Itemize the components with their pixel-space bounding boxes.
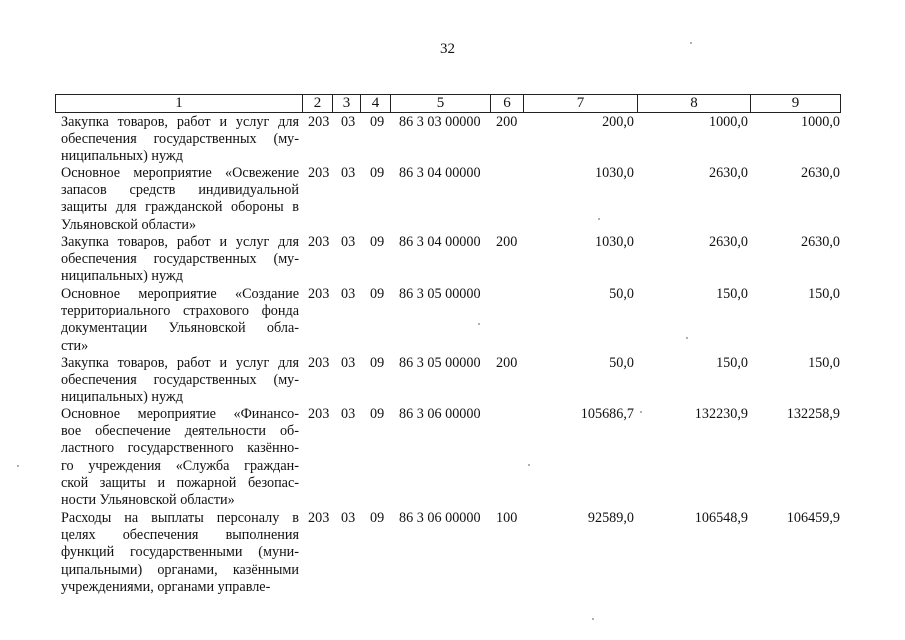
- expense-type-code: 200: [496, 114, 518, 130]
- target-article-code: 86 3 04 00000: [399, 234, 481, 250]
- amount-col-9: 2630,0: [800, 165, 840, 181]
- subsection-code: 03: [341, 406, 356, 422]
- amount-col-8: 2630,0: [708, 234, 748, 250]
- header-cell-7: 7: [524, 95, 638, 112]
- section-code: 203: [308, 234, 330, 250]
- subsection-code: 03: [341, 234, 356, 250]
- section-code: 203: [308, 355, 330, 371]
- header-cell-4: 4: [361, 95, 391, 112]
- amount-col-9: 150,0: [808, 286, 840, 302]
- description-line: Ульяновской области»: [61, 216, 197, 233]
- amount-col-8: 106548,9: [694, 510, 748, 526]
- amount-col-9: 132258,9: [786, 406, 840, 422]
- item-code: 09: [370, 114, 385, 130]
- description-line: Основное мероприятие «Создание: [61, 286, 299, 302]
- amount-col-7: 200,0: [602, 114, 634, 130]
- amount-col-8: 150,0: [716, 355, 748, 371]
- section-code: 203: [308, 510, 330, 526]
- header-cell-1: 1: [56, 95, 303, 112]
- expense-type-code: 100: [496, 510, 518, 526]
- description-line: ципальными) органами, казёнными: [61, 561, 299, 578]
- row-description: [61, 510, 299, 596]
- header-cell-5: 5: [391, 95, 491, 112]
- section-code: 203: [308, 406, 330, 422]
- amount-col-9: 106459,9: [786, 510, 840, 526]
- header-cell-2: 2: [303, 95, 333, 112]
- target-article-code: 86 3 06 00000: [399, 406, 481, 422]
- amount-col-7: 1030,0: [594, 234, 634, 250]
- description-line: обеспечения государственных (му-: [61, 251, 299, 268]
- amount-col-7: 50,0: [609, 286, 634, 302]
- description-line: целях обеспечения выполнения: [61, 527, 299, 544]
- amount-col-8: 2630,0: [708, 165, 748, 181]
- description-line: Основное мероприятие «Освежение: [61, 165, 299, 181]
- page-number: 32: [440, 41, 455, 57]
- item-code: 09: [370, 234, 385, 250]
- row-description: [61, 165, 299, 234]
- scan-speck: [598, 218, 600, 220]
- item-code: 09: [370, 510, 385, 526]
- amount-col-7: 50,0: [609, 355, 634, 371]
- description-line: Расходы на выплаты персоналу в: [61, 510, 299, 526]
- description-line: Закупка товаров, работ и услуг для: [61, 234, 299, 250]
- description-line: ниципальных) нужд: [61, 268, 183, 285]
- section-code: 203: [308, 114, 330, 130]
- description-line: Закупка товаров, работ и услуг для: [61, 114, 299, 130]
- description-line: учреждениями, органами управле-: [61, 578, 271, 595]
- amount-col-8: 1000,0: [708, 114, 748, 130]
- section-code: 203: [308, 286, 330, 302]
- subsection-code: 03: [341, 286, 356, 302]
- description-line: территориального страхового фонда: [61, 303, 299, 320]
- subsection-code: 03: [341, 114, 356, 130]
- scan-speck: [17, 465, 19, 467]
- scan-speck: [528, 464, 530, 466]
- header-cell-3: 3: [333, 95, 361, 112]
- row-description: [61, 234, 299, 286]
- scan-speck: [690, 42, 692, 44]
- header-cell-9: 9: [791, 95, 800, 111]
- row-description: [61, 406, 299, 509]
- description-line: ской защиты и пожарной безопас-: [61, 474, 299, 491]
- subsection-code: 03: [341, 355, 356, 371]
- description-line: сти»: [61, 337, 89, 354]
- header-cell-8: 8: [638, 95, 751, 112]
- row-description: [61, 355, 299, 407]
- subsection-code: 03: [341, 510, 356, 526]
- description-line: документации Ульяновской обла-: [61, 320, 299, 337]
- item-code: 09: [370, 165, 385, 181]
- expense-type-code: 200: [496, 355, 518, 371]
- section-code: 203: [308, 165, 330, 181]
- description-line: ластного государственного казённо-: [61, 440, 299, 457]
- target-article-code: 86 3 03 00000: [399, 114, 481, 130]
- description-line: ниципальных) нужд: [61, 148, 183, 165]
- subsection-code: 03: [341, 165, 356, 181]
- description-line: Закупка товаров, работ и услуг для: [61, 355, 299, 371]
- description-line: запасов средств индивидуальной: [61, 182, 299, 199]
- description-line: ности Ульяновской области»: [61, 492, 235, 509]
- amount-col-9: 1000,0: [800, 114, 840, 130]
- description-line: функций государственными (муни-: [61, 544, 299, 561]
- amount-col-9: 2630,0: [800, 234, 840, 250]
- scan-speck: [640, 411, 642, 413]
- amount-col-9: 150,0: [808, 355, 840, 371]
- scan-speck: [592, 618, 594, 620]
- target-article-code: 86 3 04 00000: [399, 165, 481, 181]
- description-line: Основное мероприятие «Финансо-: [61, 406, 299, 422]
- amount-col-7: 105686,7: [580, 406, 634, 422]
- description-line: защиты для гражданской обороны в: [61, 199, 299, 216]
- scan-speck: [686, 337, 688, 339]
- target-article-code: 86 3 06 00000: [399, 510, 481, 526]
- amount-col-7: 1030,0: [594, 165, 634, 181]
- header-cell-6: 6: [491, 95, 524, 112]
- scan-speck: [478, 323, 480, 325]
- row-description: [61, 114, 299, 166]
- amount-col-8: 132230,9: [694, 406, 748, 422]
- description-line: обеспечения государственных (му-: [61, 372, 299, 389]
- description-line: ниципальных) нужд: [61, 389, 183, 406]
- amount-col-7: 92589,0: [587, 510, 634, 526]
- table-header: [55, 94, 841, 113]
- item-code: 09: [370, 286, 385, 302]
- description-line: обеспечения государственных (му-: [61, 131, 299, 148]
- expense-type-code: 200: [496, 234, 518, 250]
- target-article-code: 86 3 05 00000: [399, 355, 481, 371]
- row-description: [61, 286, 299, 355]
- description-line: вое обеспечение деятельности об-: [61, 423, 299, 440]
- description-line: го учреждения «Служба граждан-: [61, 457, 299, 474]
- target-article-code: 86 3 05 00000: [399, 286, 481, 302]
- item-code: 09: [370, 355, 385, 371]
- amount-col-8: 150,0: [716, 286, 748, 302]
- item-code: 09: [370, 406, 385, 422]
